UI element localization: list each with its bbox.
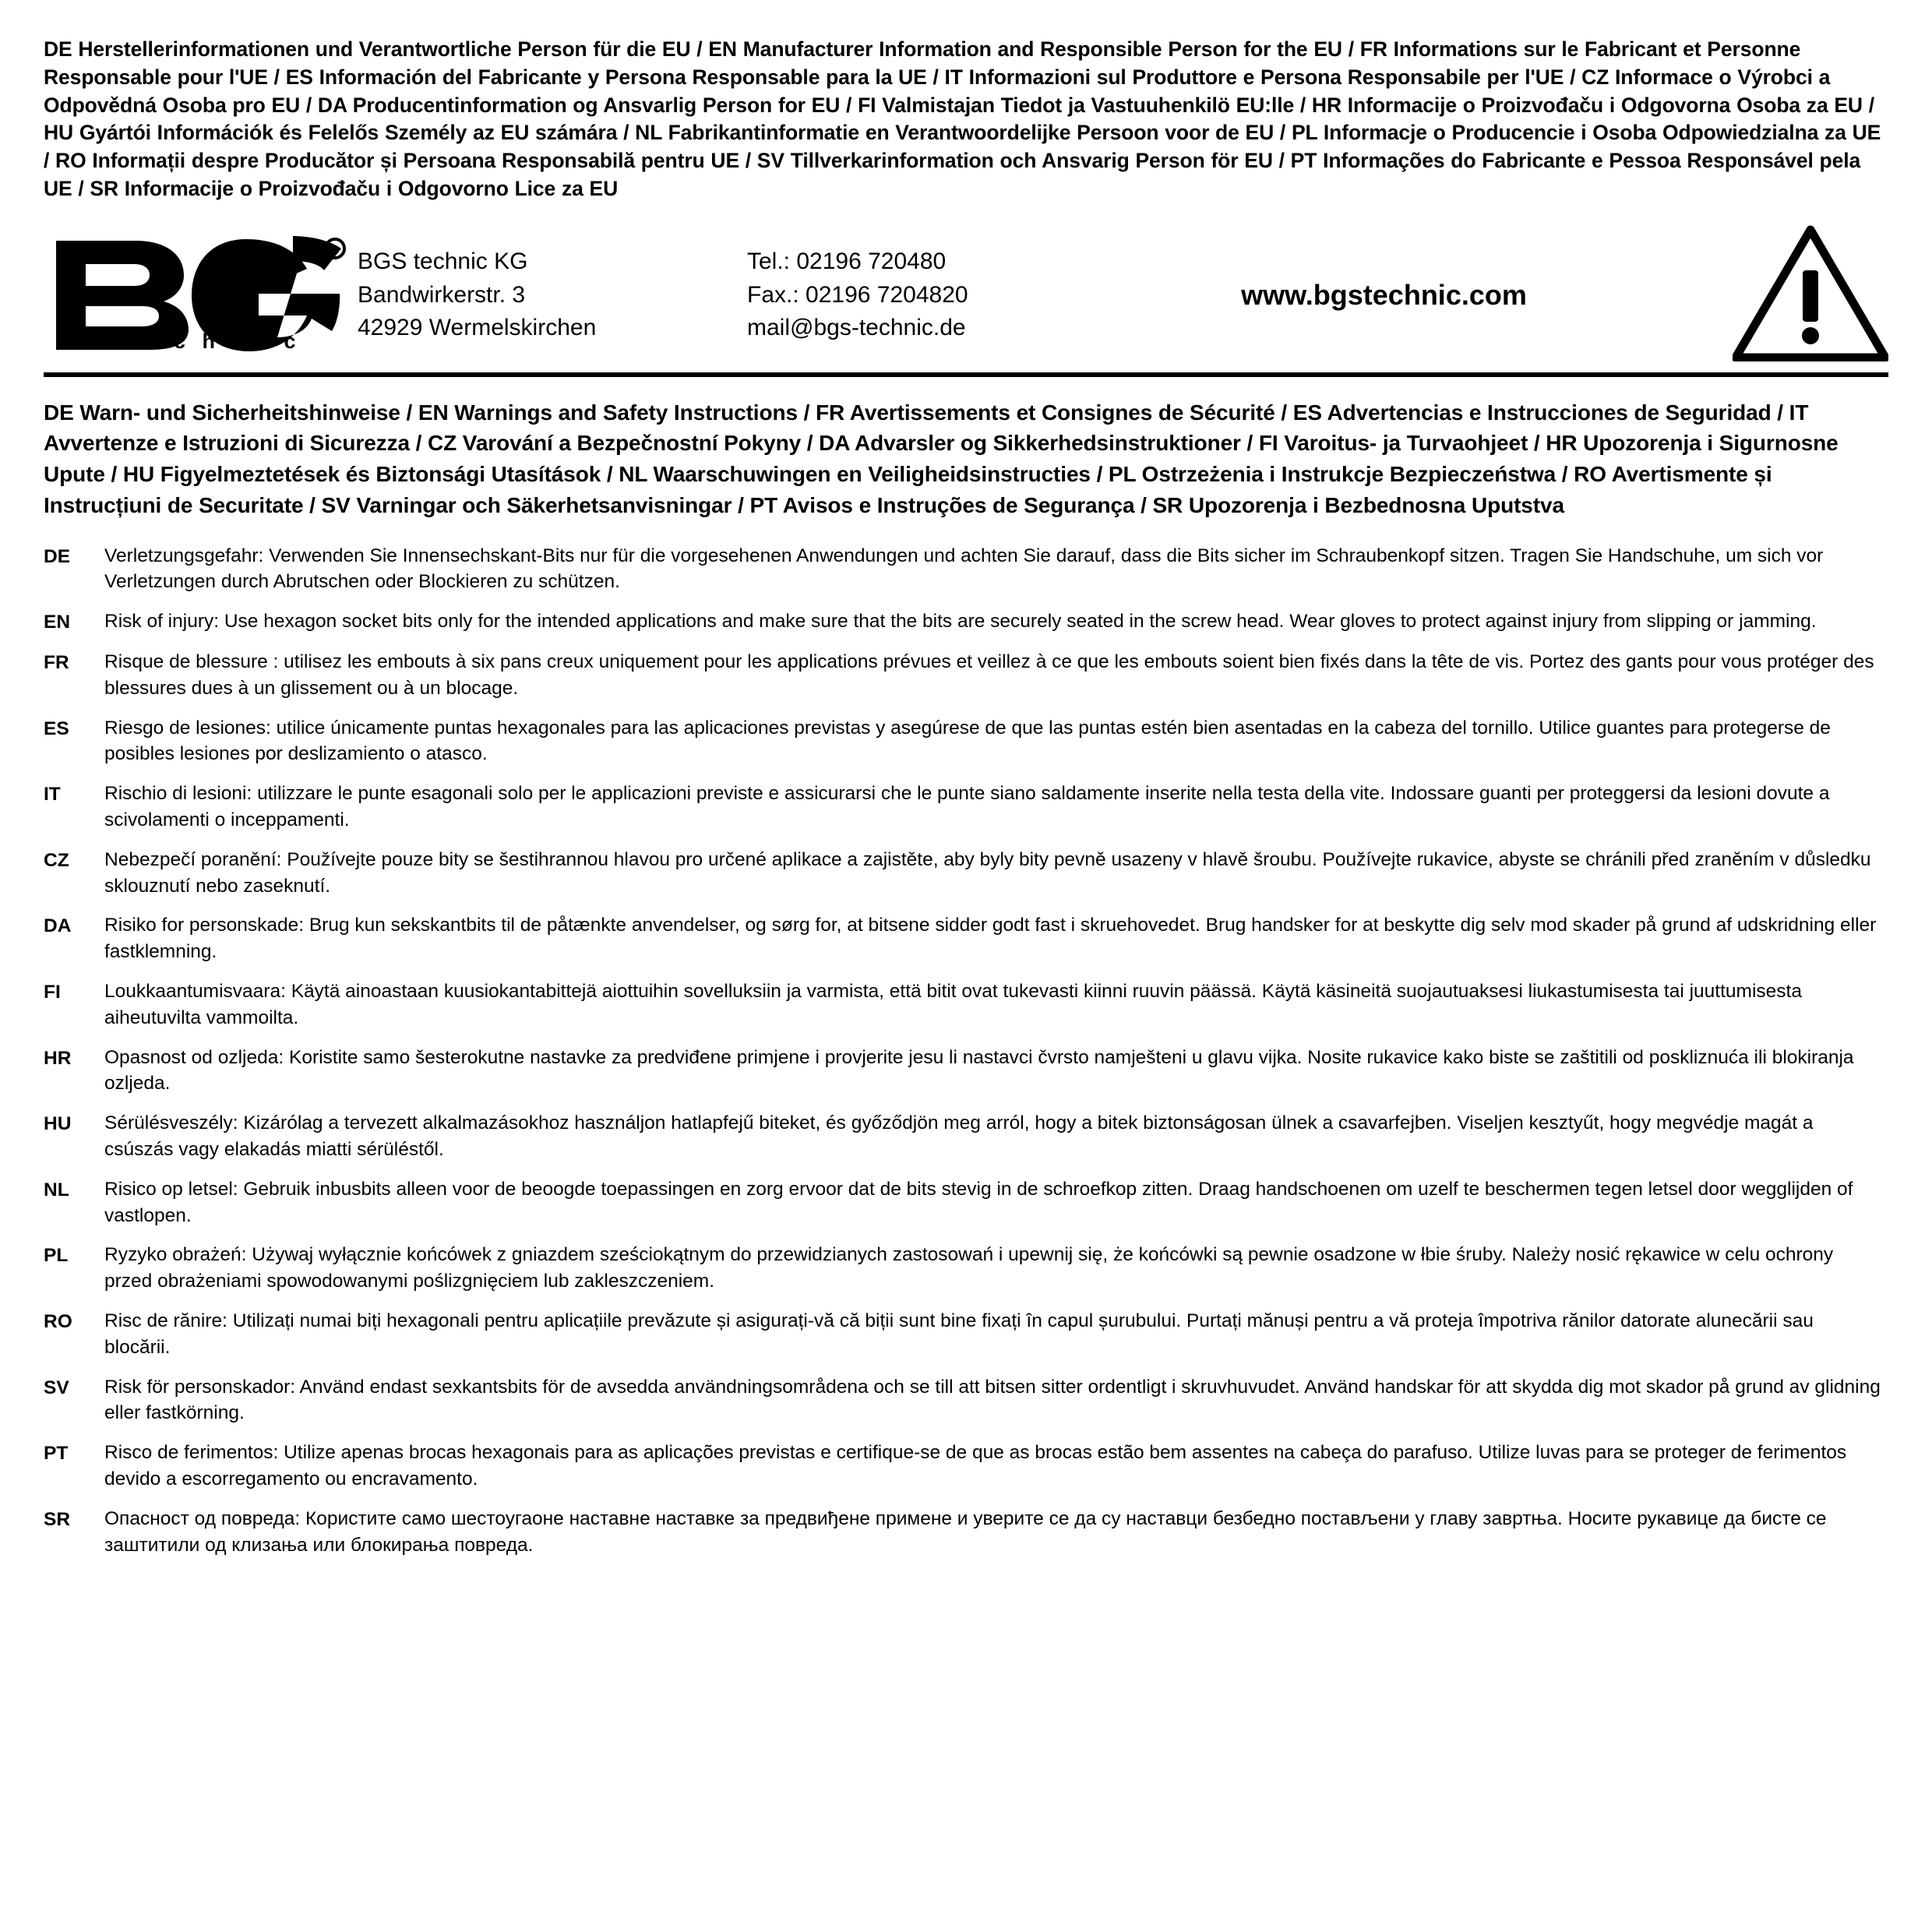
list-item: [44, 781, 1888, 834]
instruction-text: Ryzyko obrażeń: Używaj wyłącznie końcówek z gniazdem sześciokątnym do przewidzianych zastosowań i upewnij się, że końcówki są pewnie osadzone w łbie śruby. Należy nosić rękawice w celu ochrony przed obrażeniami spowodowanymi poślizgnięciem lub zakleszczeniem.: [104, 1244, 1834, 1292]
language-code: RO: [44, 1310, 72, 1332]
list-item: [44, 912, 1888, 965]
language-code: HU: [44, 1113, 72, 1135]
svg-text:R: R: [330, 244, 340, 257]
company-fax: Fax.: 02196 7204820: [747, 281, 968, 308]
instruction-text: Riesgo de lesiones: utilice únicamente puntas hexagonales para las aplicaciones previstas y asegúrese de que las puntas estén bien asentadas en la cabeza del tornillo. Utilice guantes para protegerse de posibles lesiones por deslizamiento o atasco.: [104, 717, 1831, 765]
list-item: [44, 847, 1888, 900]
language-code: SV: [44, 1377, 69, 1398]
language-code: FR: [44, 651, 69, 673]
warning-triangle-icon: [1709, 225, 1888, 361]
language-code: DA: [44, 915, 72, 937]
language-code: NL: [44, 1179, 69, 1200]
instruction-text: Loukkaantumisvaara: Käytä ainoastaan kuusiokantabittejä aiottuihin sovelluksiin ja varmista, että bitit ovat tukevasti kiinni ruuvin päässä. Käytä käsineitä suojautuaksesi liukastumisesta tai juuttumisesta aiheutuvilta vammoilta.: [104, 980, 1802, 1028]
list-item: [44, 608, 1888, 636]
instruction-text: Risco de ferimentos: Utilize apenas brocas hexagonais para as aplicações previstas e certifique-se de que as brocas estão bem assentes na cabeça do parafuso. Utilize luvas para se proteger de ferimentos devido a escorregamento ou encravamento.: [104, 1442, 1847, 1490]
list-item: [44, 1374, 1888, 1427]
instruction-text: Risiko for personskade: Brug kun sekskantbits til de påtænkte anvendelser, og sørg for, at bitsene sidder godt fast i skruehovedet. Brug handsker for at beskytte dig selv mod skader på grund af udskridning eller fastklemning.: [104, 915, 1877, 963]
language-code: SR: [44, 1508, 71, 1530]
instruction-text: Risc de rănire: Utilizați numai biți hexagonali pentru aplicațiile prevăzute și asigurați-vă că biții sunt bine fixați în capul șurubului. Purtați mănuși pentru a vă proteja împotriva rănilor datorate alunecării sau blocării.: [104, 1310, 1814, 1358]
language-code: PT: [44, 1443, 69, 1465]
company-tel: Tel.: 02196 720480: [747, 249, 947, 275]
company-street: Bandwirkerstr. 3: [358, 281, 526, 308]
instruction-text: Risk för personskador: Använd endast sexkantsbits för de avsedda användningsområdena och se till att bitsen sitter ordentligt i skruvhuvudet. Använd handskar för att skydda dig mot skador på grund av glidning eller fastkörning.: [104, 1376, 1881, 1424]
company-name: BGS technic KG: [358, 249, 528, 275]
instruction-text: Risk of injury: Use hexagon socket bits only for the intended applications and make sure that the bits are securely seated in the screw head. Wear gloves to protect against injury from slipping or jamming.: [104, 611, 1817, 633]
language-code: PL: [44, 1245, 69, 1267]
list-item: [44, 715, 1888, 768]
instruction-text: Risico op letsel: Gebruik inbusbits alleen voor de beoogde toepassingen en zorg ervoor dat de bits stevig in de schroefkop zitten. Draag handschoenen om uzelf te beschermen tegen letsel door wegglijden of vastlopen.: [104, 1178, 1853, 1226]
language-code: CZ: [44, 849, 69, 871]
instruction-text: Nebezpečí poranění: Používejte pouze bity se šestihrannou hlavou pro určené aplikace a zajistěte, aby byly bity pevně usazeny v hlavě šroubu. Používejte rukavice, abyste se chránili před zraněním v důsledku sklouznutí nebo zaseknutí.: [104, 848, 1871, 897]
list-item: [44, 543, 1888, 596]
list-item: [44, 978, 1888, 1031]
language-code: DE: [44, 545, 71, 567]
list-item: [44, 649, 1888, 702]
list-item: [44, 1176, 1888, 1229]
instruction-text: Опасност од повреда: Користите само шестоугаоне наставне наставке за предвиђене примене и уверите се да су наставци безбедно постављени у главу завртња. Носите рукавице да бисте се заштитили од клизања или блокирања повреда.: [104, 1507, 1827, 1556]
company-band: [44, 220, 1888, 377]
list-item: [44, 1045, 1888, 1098]
company-contact: [747, 241, 1082, 345]
language-code: ES: [44, 717, 69, 739]
list-item: [44, 1308, 1888, 1361]
language-code: EN: [44, 612, 71, 633]
language-code: FI: [44, 981, 61, 1003]
safety-instructions-title: DE Warn- und Sicherheitshinweise / EN Warnings and Safety Instructions / FR Avertissements et Consignes de Sécurité / ES Advertencias e Instrucciones de Seguridad / IT Avvertenze e Istruzioni di Sicurezza / CZ Varování a Bezpečnostní Pokyny / DA Advarsler og Sikkerhedsinstruktioner / FI Varoitus- ja Turvaohjeet / HR Upozorenja i Sigurnosne Upute / HU Figyelmeztetések és Biztonsági Utasítások / NL Waarschuwingen en Veiligheidsinstructies / PL Ostrzeżenia i Instrukcje Bezpieczeństwa / RO Avertismente și Instrucțiuni de Securitate / SV Varningar och Säkerhetsanvisningar / PT Avisos e Instruções de Segurança / SR Upozorenja i Bezbednosna Uputstva: [44, 400, 1839, 517]
instruction-text: Rischio di lesioni: utilizzare le punte esagonali solo per le applicazioni previste e assicurarsi che le punte siano saldamente inserite nella testa della vite. Indossare guanti per proteggersi da lesioni dovute a scivolamenti o inceppamenti.: [104, 783, 1830, 830]
company-city: 42929 Wermelskirchen: [358, 315, 597, 341]
instruction-text: Sérülésveszély: Kizárólag a tervezett alkalmazásokhoz használjon hatlapfejű biteket, és győződjön meg arról, hogy a bitek biztonságosan ülnek a csavarfejben. Viseljen kesztyűt, hogy megvédje magát a csúszás vagy elakadás miatti sérüléstől.: [104, 1112, 1814, 1160]
list-item: [44, 1440, 1888, 1493]
language-code: HR: [44, 1047, 72, 1069]
instruction-list: [44, 543, 1888, 1559]
company-address: [358, 241, 747, 345]
company-email[interactable]: mail@bgs-technic.de: [747, 315, 966, 341]
company-website[interactable]: www.bgstechnic.com: [1241, 279, 1527, 312]
list-item: [44, 1242, 1888, 1295]
list-item: [44, 1110, 1888, 1163]
instruction-text: Opasnost od ozljeda: Koristite samo šesterokutne nastavke za predviđene primjene i provjerite jesu li nastavci čvrsto namješteni u glavu vijka. Nosite rukavice kako biste se zaštitili od poskliznuća ili blokiranja ozljeda.: [104, 1046, 1854, 1095]
instruction-text: Risque de blessure : utilisez les embouts à six pans creux uniquement pour les applications prévues et veillez à ce que les embouts soient bien fixés dans la tête de vis. Portez des gants pour vous protéger des blessures dues à un glissement ou à un blocage.: [104, 650, 1874, 699]
list-item: [44, 1506, 1888, 1559]
instruction-text: Verletzungsgefahr: Verwenden Sie Innensechskant-Bits nur für die vorgesehenen Anwendungen und achten Sie darauf, dass die Bits sicher im Schraubenkopf sitzen. Tragen Sie Handschuhe, um sich vor Verletzungen durch Abrutschen oder Blockieren zu schützen.: [104, 545, 1824, 593]
svg-text:t e c h n i c: t e c h n i c: [122, 330, 301, 352]
manufacturer-info-heading: DE Herstellerinformationen und Verantwortliche Person für die EU / EN Manufacturer Information and Responsible Person for the EU / FR Informations sur le Fabricant et Personne Responsable pour l'UE / ES Información del Fabricante y Persona Responsable para la UE / IT Informazioni sul Produttore e Persona Responsabile per l'UE / CZ Informace o Výrobci a Odpovědná Osoba pro EU / DA Producentinformation og Ansvarlig Person for EU / FI Valmistajan Tiedot ja Vastuuhenkilö EU:lle / HR Informacije o Proizvođaču i Odgovorna Osoba za EU / HU Gyártói Információk és Felelős Személy az EU számára / NL Fabrikantinformatie en Verantwoordelijke Persoon voor de EU / PL Informacje o Producencie i Osoba Odpowiedzialna za UE / RO Informații despre Producător și Persoana Responsabilă pentru UE / SV Tillverkarinformation och Ansvarig Person för EU / PT Informações do Fabricante e Pessoa Responsável pela UE / SR Informacije o Proizvođaču i Odgovorno Lice za EU: [44, 37, 1881, 200]
bgs-logo: [44, 234, 358, 351]
language-code: IT: [44, 784, 61, 806]
